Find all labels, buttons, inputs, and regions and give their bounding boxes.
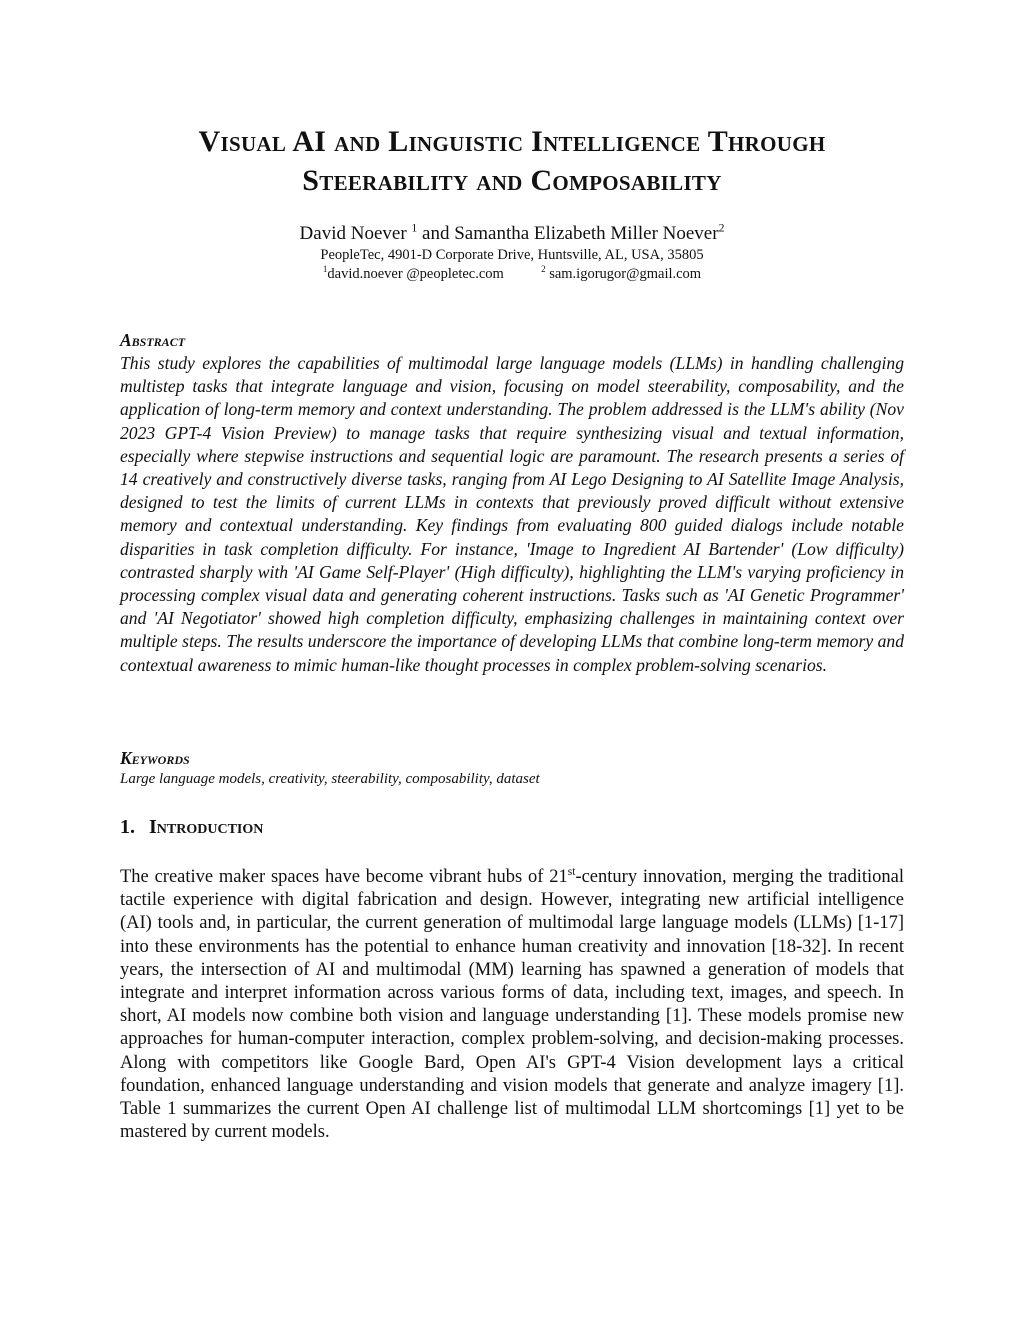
email-2: sam.igorugor@gmail.com — [549, 266, 702, 282]
title-line-1: Visual AI and Linguistic Intelligence Through — [198, 125, 826, 158]
ordinal-suffix: st — [567, 865, 576, 878]
abstract-heading: Abstract — [120, 330, 186, 350]
email-1-marker: 1 — [322, 264, 328, 275]
keywords-heading: Keywords — [120, 748, 190, 768]
title-line-2: Steerability and Composability — [302, 164, 722, 197]
author-emails — [120, 265, 904, 284]
introduction-heading — [120, 814, 263, 840]
paper-title — [120, 122, 904, 200]
introduction-body — [120, 866, 904, 1144]
author-conjunction: and — [422, 223, 450, 244]
affiliation: PeopleTec, 4901-D Corporate Drive, Huntsville, AL, USA, 35805 — [320, 247, 704, 263]
abstract-body: This study explores the capabilities of multimodal large language models (LLMs) in handling challenging multistep tasks that integrate language and vision, focusing on model steerability, composability, and the application of long-term memory and context understanding. The problem addressed is the LLM's ability (Nov 2023 GPT-4 Vision Preview) to manage tasks that require synthesizing visual and textual information, especially where stepwise instructions and sequential logic are paramount. The research presents a series of 14 creatively and constructively diverse tasks, ranging from AI Lego Designing to AI Satellite Image Analysis, designed to test the limits of current LLMs in contexts that previously proved difficult without extensive memory and contextual understanding. Key findings from evaluating 800 guided dialogs include notable disparities in task completion difficulty. For instance, 'Image to Ingredient AI Bartender' (Low difficulty) contrasted sharply with 'AI Game Self-Player' (High difficulty), highlighting the LLM's varying proficiency in processing complex visual data and generating coherent instructions. Tasks such as 'AI Genetic Programmer' and 'AI Negotiator' showed high completion difficulty, emphasizing challenges in maintaining context over multiple steps. The results underscore the importance of developing LLMs that combine long-term memory and contextual awareness to mimic human-like thought processes in complex problem-solving scenarios. — [120, 353, 904, 675]
intro-text-part-1: The creative maker spaces have become vibrant hubs of 21 — [120, 867, 568, 887]
author-1-marker: 1 — [411, 221, 418, 235]
intro-text-part-2: -century innovation, merging the traditional tactile experience with digital fabrication and design. However, integrating new artificial intelligence (AI) tools and, in particular, the current generation of multimodal large language models (LLMs) [1-17] into these environments has the potential to enhance human creativity and innovation [18-32]. In recent years, the intersection of AI and multimodal (MM) learning has spawned a generation of models that integrate and interpret information across various forms of data, including text, images, and speech. In short, AI models now combine both vision and language understanding [1]. These models promise new approaches for human-computer interaction, complex problem-solving, and decision-making processes. Along with competitors like Google Bard, Open AI's GPT-4 Vision development lays a critical foundation, enhanced language understanding and vision models that generate and analyze imagery [1]. Table 1 summarizes the current Open AI challenge list of multimodal LLM shortcomings [1] yet to be mastered by current models. — [120, 867, 905, 1143]
section-number: 1. — [120, 816, 135, 838]
section-title: Introduction — [149, 816, 264, 838]
author-2-name: Samantha Elizabeth Miller Noever — [454, 223, 719, 244]
author-1-name: David Noever — [299, 223, 407, 244]
author-2-marker: 2 — [718, 221, 725, 235]
email-1: david.noever @peopletec.com — [327, 266, 504, 282]
keywords-body: Large language models, creativity, steerability, composability, dataset — [120, 771, 540, 787]
email-2-marker: 2 — [541, 264, 546, 275]
author-list — [120, 222, 904, 246]
